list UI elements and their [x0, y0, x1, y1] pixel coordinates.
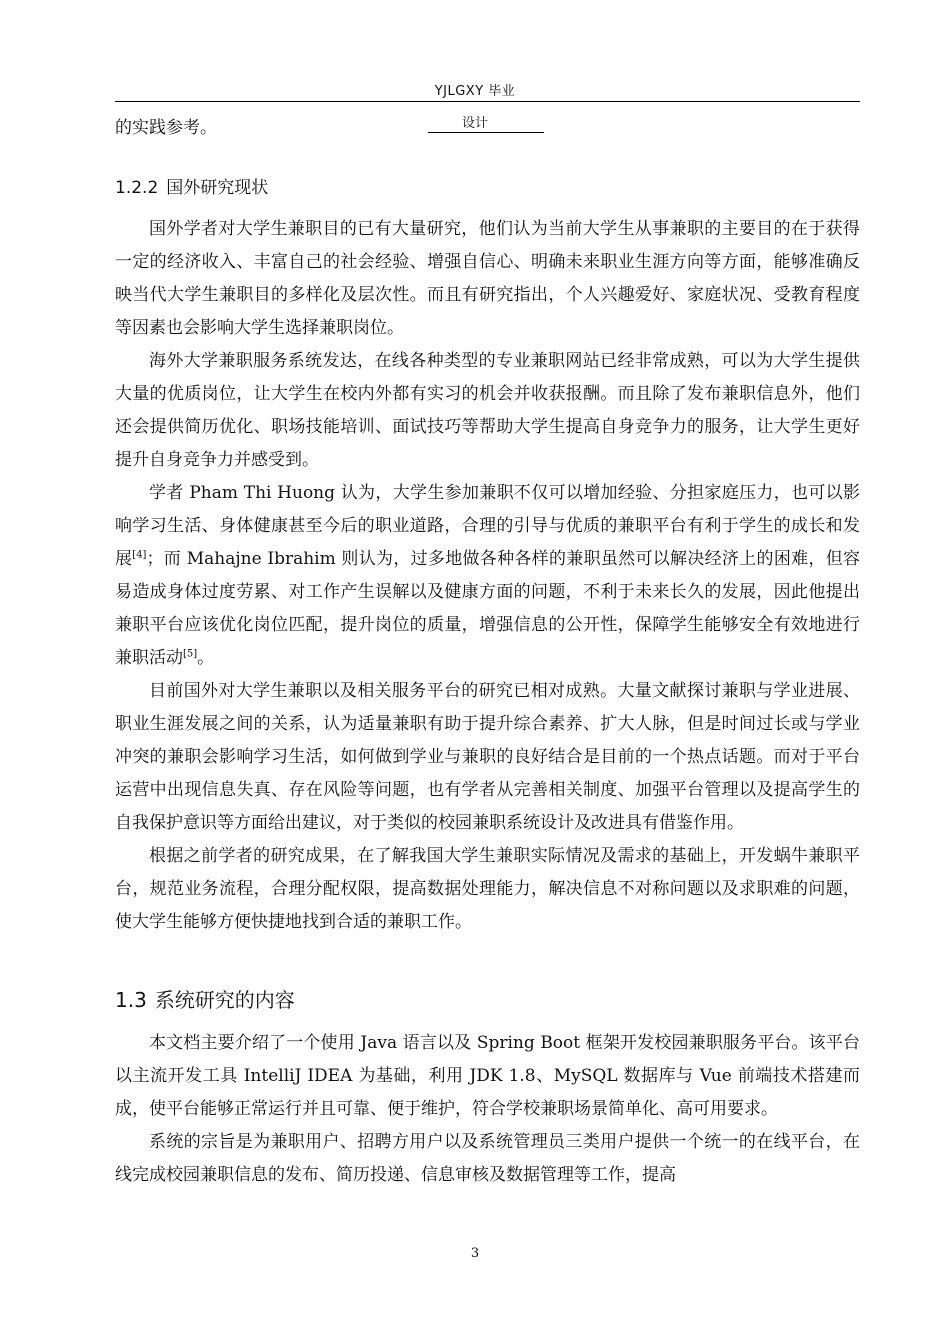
- paragraph-text: 学者 Pham Thi Huong 认为，大学生参加兼职不仅可以增加经验、分担家庭压力，也可以影响学习生活、身体健康甚至今后的职业道路，合理的引导与优质的兼职平台有利于学生的成长和发展: [115, 483, 860, 569]
- citation-ref: [5]: [183, 648, 198, 660]
- paragraph: 本文档主要介绍了一个使用 Java 语言以及 Spring Boot 框架开发校园兼职服务平台。该平台以主流开发工具 IntelliJ IDEA 为基础，利用 JDK 1.8、MySQL 数据库与 Vue 前端技术搭建而成，使平台能够正常运行并且可靠、便于维护，符合学校兼职场景简单化、高可用要求。: [115, 1033, 860, 1119]
- header-rule: [115, 101, 860, 102]
- body-content: [115, 112, 860, 1192]
- paragraph: 根据之前学者的研究成果，在了解我国大学生兼职实际情况及需求的基础上，开发蜗牛兼职平台，规范业务流程，合理分配权限，提高数据处理能力，解决信息不对称问题以及求职难的问题，使大学生能够方便快捷地找到合适的兼职工作。: [115, 846, 860, 932]
- paragraph-with-citations: [115, 477, 860, 675]
- paragraph-text: ；而 Mahajne Ibrahim 则认为，过多地做各种各样的兼职虽然可以解决经济上的困难，但容易造成身体过度劳累、对工作产生误解以及健康方面的问题，不利于未来长久的发展，因此他提出兼职平台应该优化岗位匹配，提升岗位的质量，增强信息的公开性，保障学生能够安全有效地进行兼职活动: [115, 549, 860, 668]
- section-heading-1-3: [115, 983, 860, 1017]
- running-header-title-continued: 设计: [461, 116, 488, 131]
- section-heading-1-2-2: [115, 173, 860, 203]
- running-header-title: YJLGXY 毕业: [434, 84, 516, 99]
- section-number: 1.2.2: [115, 178, 159, 198]
- paragraph: 国外学者对大学生兼职目的已有大量研究，他们认为当前大学生从事兼职的主要目的在于获得一定的经济收入、丰富自己的社会经验、增强自信心、明确未来职业生涯方向等方面，能够准确反映当代大学生兼职目的多样化及层次性。而且有研究指出，个人兴趣爱好、家庭状况、受教育程度等因素也会影响大学生选择兼职岗位。: [115, 219, 860, 338]
- section-number: 1.3: [115, 988, 147, 1012]
- section-title: 国外研究现状: [166, 178, 269, 198]
- continuation-text: 的实践参考。: [115, 118, 217, 138]
- page-number: 3: [470, 1246, 480, 1261]
- section-title: 系统研究的内容: [154, 988, 295, 1012]
- paragraph: 海外大学兼职服务系统发达，在线各种类型的专业兼职网站已经非常成熟，可以为大学生提供大量的优质岗位，让大学生在校内外都有实习的机会并收获报酬。而且除了发布兼职信息外，他们还会提供简历优化、职场技能培训、面试技巧等帮助大学生提高自身竞争力的服务，让大学生更好提升自身竞争力并感受到。: [115, 351, 860, 470]
- paragraph-text: 。: [197, 648, 215, 668]
- paragraph: 系统的宗旨是为兼职用户、招聘方用户以及系统管理员三类用户提供一个统一的在线平台，在线完成校园兼职信息的发布、简历投递、信息审核及数据管理等工作，提高: [115, 1132, 860, 1185]
- citation-ref: [4]: [132, 549, 147, 561]
- paragraph: 目前国外对大学生兼职以及相关服务平台的研究已相对成熟。大量文献探讨兼职与学业进展、职业生涯发展之间的关系，认为适量兼职有助于提升综合素养、扩大人脉，但是时间过长或与学业冲突的兼职会影响学习生活，如何做到学业与兼职的良好结合是目前的一个热点话题。而对于平台运营中出现信息失真、存在风险等问题，也有学者从完善相关制度、加强平台管理以及提高学生的自我保护意识等方面给出建议，对于类似的校园兼职系统设计及改进具有借鉴作用。: [115, 681, 860, 833]
